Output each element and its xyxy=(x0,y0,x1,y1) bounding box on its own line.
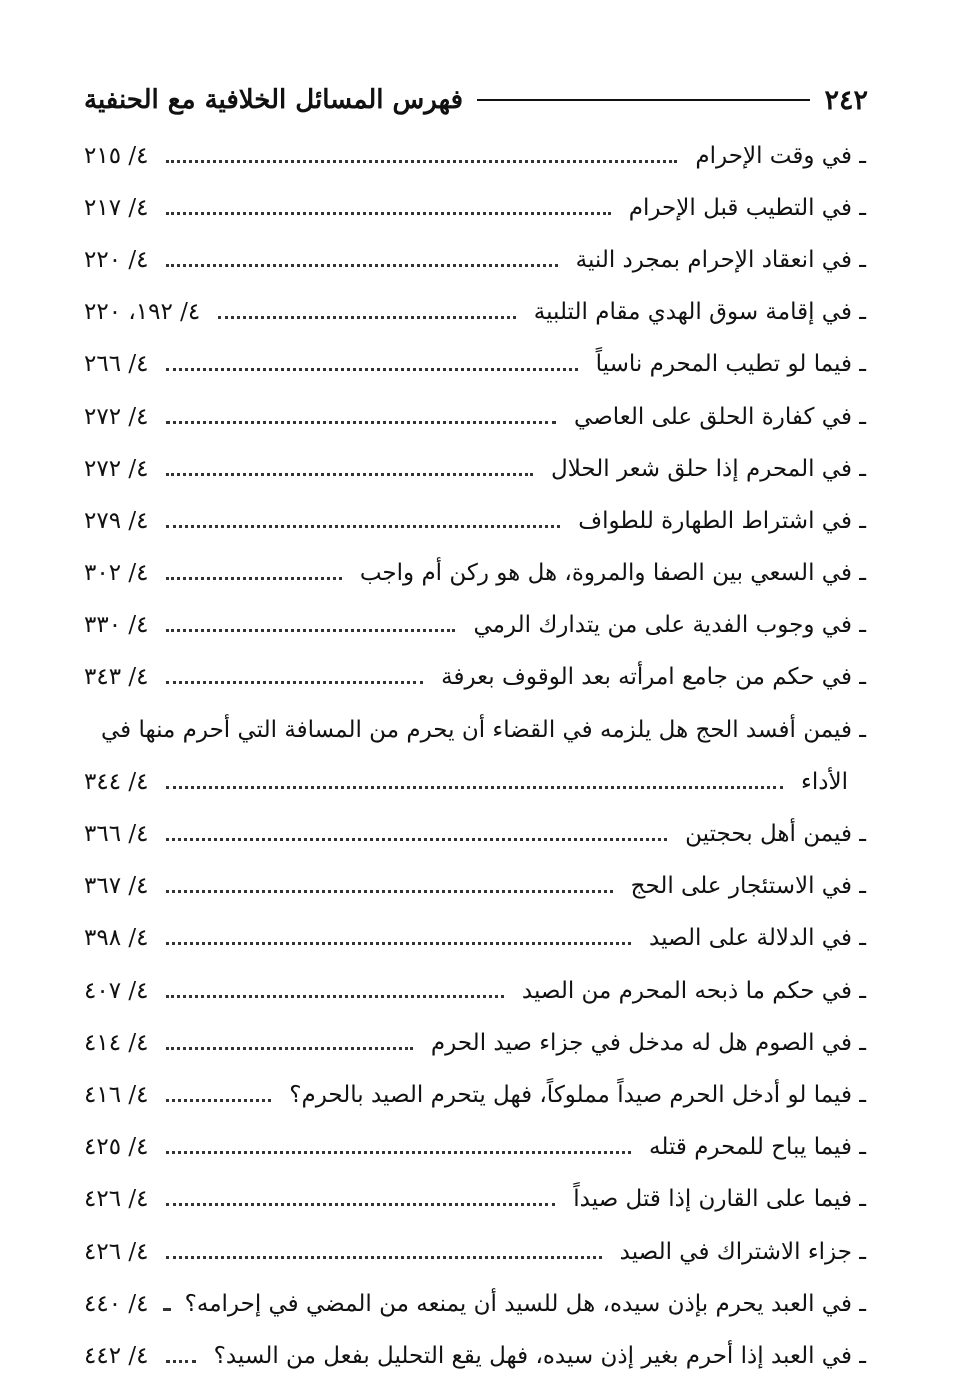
index-entry xyxy=(84,1069,866,1121)
index-entry xyxy=(84,808,866,860)
entry-page-ref: ٤/ ٣٦٧ xyxy=(84,873,149,900)
dot-leader xyxy=(166,1047,412,1050)
entry-page-ref: ٤/ ٤٤٢ xyxy=(84,1342,149,1369)
index-entry xyxy=(84,861,866,913)
index-entries xyxy=(84,130,866,1383)
dot-leader xyxy=(166,838,667,841)
header-rule xyxy=(477,99,810,101)
index-entry xyxy=(84,391,866,443)
dot-leader xyxy=(166,525,560,528)
entry-text: ـ فيما يباح للمحرم قتله xyxy=(649,1134,866,1161)
entry-page-ref: ٤/ ٣٦٦ xyxy=(84,821,149,848)
dot-leader xyxy=(166,681,423,684)
entry-text: ـ فيما لو تطيب المحرم ناسياً xyxy=(595,351,866,378)
page-header xyxy=(84,78,868,122)
entry-page-ref: ٤/ ٣٩٨ xyxy=(84,925,149,952)
entry-page-ref: ٤/ ٢٧٢ xyxy=(84,403,149,430)
entry-page-ref: ٤/ ٢٧٢ xyxy=(84,455,149,482)
page-number: ٢٤٢ xyxy=(824,84,868,116)
entry-text: ـ في الدلالة على الصيد xyxy=(649,925,866,952)
dot-leader xyxy=(166,421,556,424)
entry-page-ref: ٤/ ٢١٧ xyxy=(84,194,149,221)
dot-leader xyxy=(166,995,503,998)
dot-leader xyxy=(166,629,455,632)
dot-leader xyxy=(166,942,631,945)
entry-text: ـ فيمن أهل بحجتين xyxy=(685,821,866,848)
index-entry xyxy=(84,652,866,704)
entry-text: ـ في اشتراط الطهارة للطواف xyxy=(578,507,866,534)
dot-leader xyxy=(166,577,341,580)
dot-leader xyxy=(166,890,612,893)
entry-text: ـ في وجوب الفدية على من يتدارك الرمي xyxy=(473,612,866,639)
entry-text: ـ في التطيب قبل الإحرام xyxy=(628,194,866,221)
entry-page-ref: ٤/ ٣٤٣ xyxy=(84,664,149,691)
index-entry xyxy=(84,1226,866,1278)
entry-page-ref: ٤/ ٣٠٢ xyxy=(84,560,149,587)
entry-text: ـ فيما لو أدخل الحرم صيداً مملوكاً، فهل يتحرم الصيد بالحرم؟ xyxy=(289,1081,866,1108)
index-entry xyxy=(84,130,866,182)
running-title: فهرس المسائل الخلافية مع الحنفية xyxy=(84,85,464,115)
index-entry xyxy=(84,443,866,495)
dot-leader xyxy=(166,212,610,215)
entry-text: ـ في الاستئجار على الحج xyxy=(630,873,866,900)
index-entry xyxy=(84,1017,866,1069)
index-entry xyxy=(84,913,866,965)
index-entry xyxy=(84,1122,866,1174)
entry-text: ـ في العبد يحرم بإذن سيده، هل للسيد أن يمنعه من المضي في إحرامه؟ xyxy=(184,1290,866,1317)
dot-leader xyxy=(166,1099,271,1102)
entry-text: ـ في وقت الإحرام xyxy=(695,142,866,169)
index-entry xyxy=(84,495,866,547)
entry-text: ـ جزاء الاشتراك في الصيد xyxy=(619,1238,866,1265)
dot-leader xyxy=(166,264,557,267)
dot-leader xyxy=(218,316,515,319)
entry-page-ref: ٤/ ٢٢٠ xyxy=(84,246,149,273)
entry-text: ـ فيمن أفسد الحج هل يلزمه في القضاء أن يحرم من المسافة التي أحرم منها في xyxy=(101,716,866,743)
index-entry xyxy=(84,965,866,1017)
dot-leader xyxy=(166,160,677,163)
entry-text: ـ في إقامة سوق الهدي مقام التلبية xyxy=(533,299,866,326)
entry-text: ـ في المحرم إذا حلق شعر الحلال xyxy=(550,455,866,482)
entry-page-ref: ٤/ ٤١٤ xyxy=(84,1029,149,1056)
index-entry xyxy=(84,600,866,652)
dot-leader xyxy=(166,473,533,476)
entry-text: ـ في الصوم هل له مدخل في جزاء صيد الحرم xyxy=(430,1029,866,1056)
entry-text: ـ فيما على القارن إذا قتل صيداً xyxy=(573,1186,866,1213)
index-entry xyxy=(84,339,866,391)
entry-page-ref: ٤/ ٢٧٩ xyxy=(84,507,149,534)
entry-page-ref: ٤/ ٤٢٥ xyxy=(84,1134,149,1161)
index-entry xyxy=(84,234,866,286)
entry-page-ref: ٤/ ٤٢٦ xyxy=(84,1186,149,1213)
dot-leader xyxy=(166,1360,195,1363)
dot-leader xyxy=(166,1203,555,1206)
entry-text: ـ في العبد إذا أحرم بغير إذن سيده، فهل يقع التحليل بفعل من السيد؟ xyxy=(213,1342,866,1369)
index-entry xyxy=(84,1330,866,1382)
entry-text: ـ في السعي بين الصفا والمروة، هل هو ركن أم واجب xyxy=(359,560,866,587)
entry-page-ref: ٤/ ٣٣٠ xyxy=(84,612,149,639)
entry-page-ref: ٤/ ٣٤٤ xyxy=(84,768,149,795)
entry-text-continuation: الأداء xyxy=(801,768,848,795)
entry-text: ـ في كفارة الحلق على العاصي xyxy=(574,403,866,430)
index-entry xyxy=(84,548,866,600)
index-entry xyxy=(84,1278,866,1330)
index-entry xyxy=(84,1174,866,1226)
entry-page-ref: ٤/ ١٩٢، ٢٢٠ xyxy=(84,299,201,326)
dot-leader xyxy=(166,1256,601,1259)
dot-leader xyxy=(166,1151,631,1154)
index-entry xyxy=(84,182,866,234)
entry-text: ـ في حكم من جامع امرأته بعد الوقوف بعرفة xyxy=(441,664,866,691)
dot-leader xyxy=(166,786,783,789)
entry-text: ـ في انعقاد الإحرام بمجرد النية xyxy=(575,246,866,273)
entry-page-ref: ٤/ ٤١٦ xyxy=(84,1081,149,1108)
entry-page-ref: ٤/ ٤٠٧ xyxy=(84,977,149,1004)
entry-page-ref: ٤/ ٤٢٦ xyxy=(84,1238,149,1265)
dot-leader xyxy=(166,368,577,371)
entry-page-ref: ٤/ ٤٤٠ xyxy=(84,1290,149,1317)
index-entry xyxy=(84,704,866,808)
entry-page-ref: ٤/ ٢١٥ xyxy=(84,142,149,169)
index-entry xyxy=(84,287,866,339)
entry-page-ref: ٤/ ٢٦٦ xyxy=(84,351,149,378)
entry-text: ـ في حكم ما ذبحه المحرم من الصيد xyxy=(521,977,866,1004)
